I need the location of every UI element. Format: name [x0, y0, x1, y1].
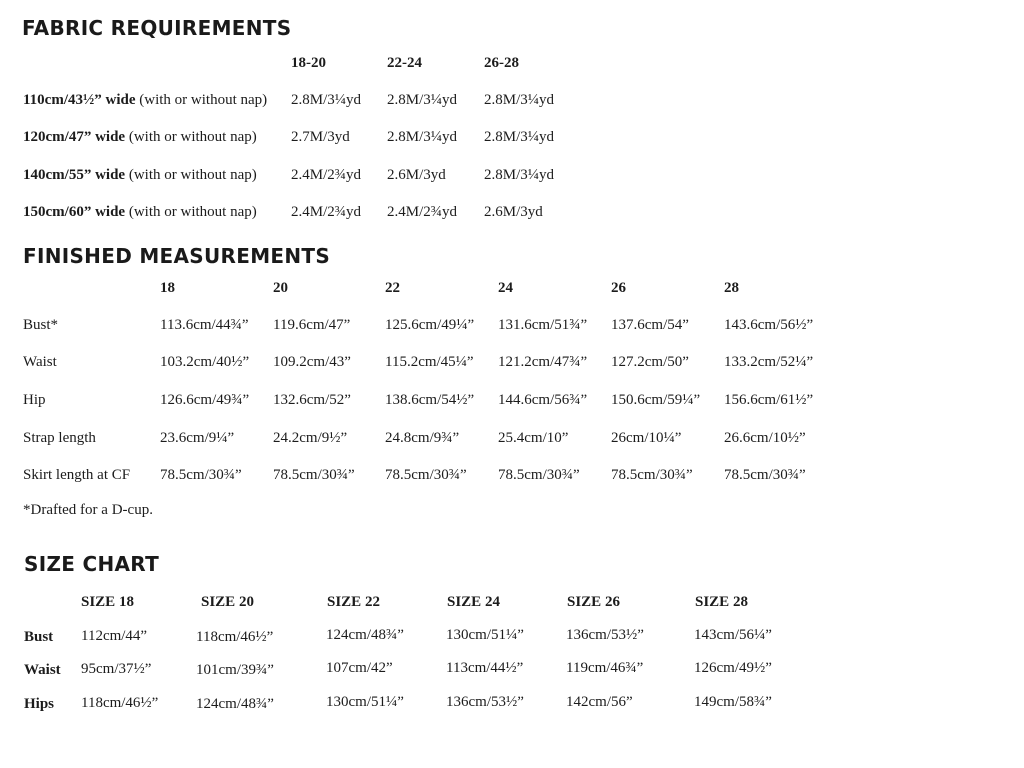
finished-cell: 119.6cm/47” [273, 317, 351, 333]
finished-cell: 133.2cm/52¼” [724, 354, 814, 370]
size-chart-cell: 136cm/53½” [566, 627, 644, 643]
finished-cell: 125.6cm/49¼” [385, 317, 475, 333]
finished-cell: 138.6cm/54½” [385, 392, 475, 408]
finished-cell: 78.5cm/30¾” [724, 467, 806, 483]
size-chart-cell: 126cm/49½” [694, 660, 772, 676]
finished-row-label: Hip [23, 392, 46, 408]
finished-cell: 26.6cm/10½” [724, 430, 806, 446]
finished-cell: 132.6cm/52” [273, 392, 351, 408]
finished-cell: 78.5cm/30¾” [160, 467, 242, 483]
finished-cell: 156.6cm/61½” [724, 392, 814, 408]
fabric-cell: 2.8M/3¼yd [387, 129, 458, 145]
fabric-cell: 2.4M/2¾yd [291, 204, 362, 220]
fabric-cell: 2.8M/3¼yd [484, 129, 555, 145]
finished-cell: 24.8cm/9¾” [385, 430, 460, 446]
size-chart-cell: 149cm/58¾” [694, 694, 772, 710]
fabric-cell: 2.8M/3¼yd [484, 92, 555, 108]
fabric-col-header: 22-24 [387, 55, 422, 71]
size-chart-col-header: SIZE 24 [447, 594, 500, 610]
finished-cell: 143.6cm/56½” [724, 317, 814, 333]
finished-row-label: Bust* [23, 317, 59, 333]
fabric-cell: 2.6M/3yd [484, 204, 543, 220]
size-chart-cell: 119cm/46¾” [566, 660, 644, 676]
fabric-col-header: 26-28 [484, 55, 519, 71]
finished-cell: 131.6cm/51¾” [498, 317, 588, 333]
size-chart-cell: 118cm/46½” [81, 695, 159, 711]
fabric-cell: 2.8M/3¼yd [387, 92, 458, 108]
fabric-nap: (with or without nap) [125, 129, 257, 145]
fabric-cell: 2.8M/3¼yd [484, 167, 555, 183]
size-chart-row-label: Waist [24, 662, 61, 678]
fabric-requirements-heading: FABRIC REQUIREMENTS [22, 16, 292, 40]
finished-cell: 144.6cm/56¾” [498, 392, 588, 408]
fabric-width: 120cm/47” wide [23, 129, 126, 145]
finished-measurements-heading: FINISHED MEASUREMENTS [23, 244, 331, 268]
fabric-nap: (with or without nap) [125, 167, 257, 183]
finished-cell: 25.4cm/10” [498, 430, 569, 446]
size-chart-col-header: SIZE 18 [81, 594, 134, 610]
fabric-row-label [23, 91, 267, 109]
finished-cell: 78.5cm/30¾” [611, 467, 693, 483]
finished-cell: 109.2cm/43” [273, 354, 351, 370]
finished-col-header: 18 [160, 280, 175, 296]
fabric-cell: 2.7M/3yd [291, 129, 350, 145]
fabric-row-label [23, 203, 257, 221]
finished-row-label: Skirt length at CF [23, 467, 131, 483]
size-chart-cell: 124cm/48¾” [196, 696, 274, 712]
size-chart-cell: 124cm/48¾” [326, 627, 404, 643]
size-chart-cell: 136cm/53½” [446, 694, 524, 710]
size-chart-row-label: Hips [24, 696, 55, 712]
fabric-cell: 2.4M/2¾yd [387, 204, 458, 220]
finished-col-header: 24 [498, 280, 513, 296]
finished-col-header: 20 [273, 280, 288, 296]
finished-cell: 103.2cm/40½” [160, 354, 250, 370]
finished-cell: 78.5cm/30¾” [273, 467, 355, 483]
size-chart-cell: 95cm/37½” [81, 661, 152, 677]
fabric-cell: 2.6M/3yd [387, 167, 446, 183]
size-chart-col-header: SIZE 26 [567, 594, 620, 610]
size-chart-cell: 143cm/56¼” [694, 627, 772, 643]
finished-cell: 150.6cm/59¼” [611, 392, 701, 408]
size-chart-row-label: Bust [24, 629, 54, 645]
finished-footnote: *Drafted for a D-cup. [23, 502, 153, 518]
size-chart-cell: 113cm/44½” [446, 660, 524, 676]
finished-cell: 78.5cm/30¾” [498, 467, 580, 483]
finished-cell: 78.5cm/30¾” [385, 467, 467, 483]
size-chart-cell: 107cm/42” [326, 660, 393, 676]
finished-col-header: 28 [724, 280, 739, 296]
finished-row-label: Strap length [23, 430, 96, 446]
finished-cell: 121.2cm/47¾” [498, 354, 588, 370]
size-chart-cell: 112cm/44” [81, 628, 148, 644]
finished-cell: 127.2cm/50” [611, 354, 689, 370]
fabric-width: 140cm/55” wide [23, 167, 126, 183]
size-chart-cell: 142cm/56” [566, 694, 633, 710]
size-chart-heading: SIZE CHART [24, 552, 160, 576]
size-chart-col-header: SIZE 20 [201, 594, 254, 610]
finished-cell: 126.6cm/49¾” [160, 392, 250, 408]
fabric-nap: (with or without nap) [135, 92, 268, 108]
fabric-row-label [23, 166, 257, 184]
size-chart-cell: 130cm/51¼” [326, 694, 404, 710]
fabric-col-header: 18-20 [291, 55, 326, 71]
fabric-nap: (with or without nap) [125, 204, 257, 220]
finished-cell: 137.6cm/54” [611, 317, 689, 333]
fabric-row-label [23, 128, 257, 146]
size-chart-cell: 101cm/39¾” [196, 662, 274, 678]
finished-row-label: Waist [23, 354, 57, 370]
fabric-width: 110cm/43½” wide [23, 92, 136, 108]
fabric-width: 150cm/60” wide [23, 204, 126, 220]
size-chart-cell: 130cm/51¼” [446, 627, 524, 643]
finished-cell: 24.2cm/9½” [273, 430, 348, 446]
finished-cell: 115.2cm/45¼” [385, 354, 474, 370]
fabric-cell: 2.8M/3¼yd [291, 92, 362, 108]
finished-col-header: 22 [385, 280, 400, 296]
finished-cell: 26cm/10¼” [611, 430, 682, 446]
finished-cell: 113.6cm/44¾” [160, 317, 249, 333]
size-chart-cell: 118cm/46½” [196, 629, 274, 645]
size-chart-col-header: SIZE 22 [327, 594, 380, 610]
size-chart-col-header: SIZE 28 [695, 594, 748, 610]
finished-col-header: 26 [611, 280, 626, 296]
finished-cell: 23.6cm/9¼” [160, 430, 235, 446]
fabric-cell: 2.4M/2¾yd [291, 167, 362, 183]
